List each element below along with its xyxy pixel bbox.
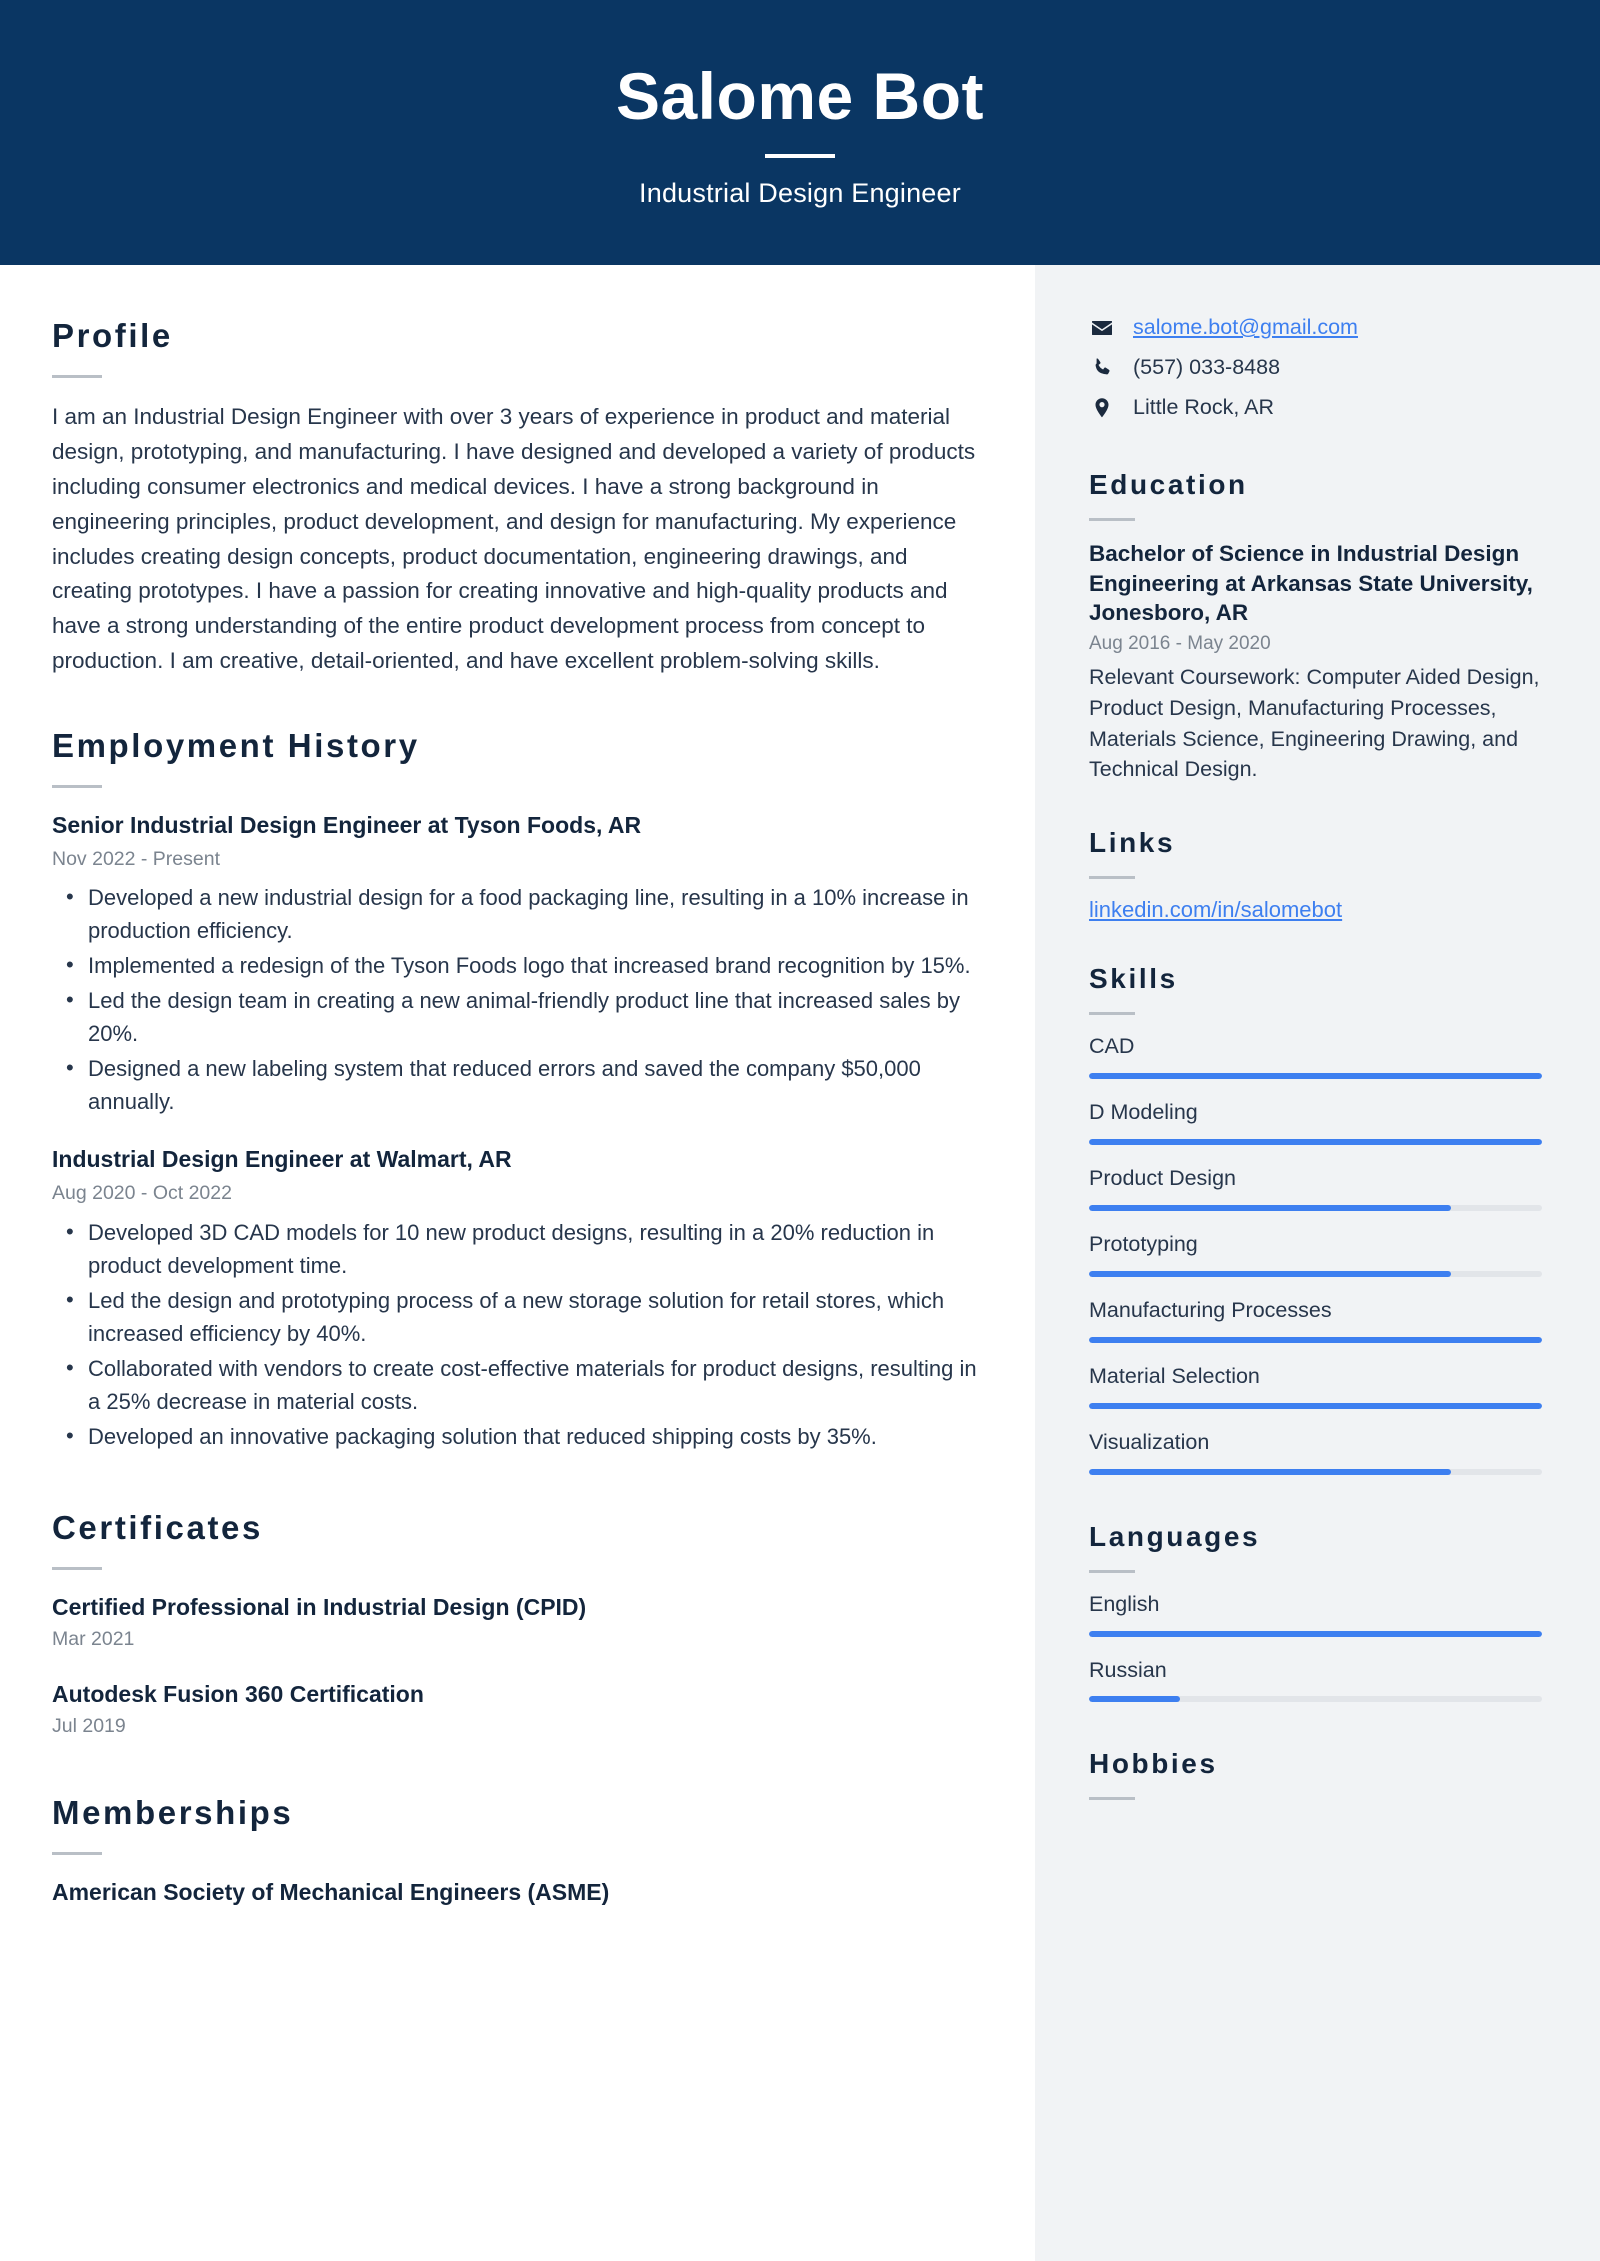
employment-entry [52,1144,983,1452]
language-level-track [1089,1631,1542,1637]
main-column [0,265,1035,2261]
contact-row [1089,393,1542,423]
skill-label: Manufacturing Processes [1089,1297,1332,1322]
skill-level-fill [1089,1337,1542,1343]
education-description: Relevant Coursework: Computer Aided Design, Product Design, Manufacturing Processes, Materials Science, Engineering Drawing, and Technical Design. [1089,665,1540,782]
resume-body [0,265,1600,2261]
phone-icon [1089,355,1115,381]
contact-row [1089,353,1542,383]
contact-value: Little Rock, AR [1133,395,1274,420]
certificate-title: Autodesk Fusion 360 Certification [52,1680,424,1707]
employment-job-title: Industrial Design Engineer at Walmart, AR [52,1146,512,1173]
employment-bullet: • Developed a new industrial design for a food packaging line, resulting in a 10% increase in production efficiency. [52,881,983,947]
skills-heading: Skills [1089,963,1178,994]
section-certificates [52,1509,983,1738]
memberships-heading: Memberships [52,1793,294,1831]
skill [1089,1231,1542,1277]
skill [1089,1429,1542,1475]
section-employment-history [52,727,983,1453]
language-label: English [1089,1591,1160,1616]
languages-heading: Languages [1089,1520,1261,1552]
language [1089,1657,1542,1703]
employment-job-title: Senior Industrial Design Engineer at Tyson Foods, AR [52,812,642,838]
languages-list [1089,1591,1542,1703]
skill-level-track [1089,1403,1542,1409]
profile-heading: Profile [52,317,173,354]
certificate-entry [52,1592,983,1651]
section-rule [1089,1012,1135,1015]
candidate-job-title: Industrial Design Engineer [639,177,961,208]
skill-label: CAD [1089,1034,1135,1058]
section-rule [52,1852,102,1855]
skill-level-track [1089,1139,1542,1145]
section-education [1089,469,1542,785]
section-skills [1089,963,1542,1475]
employment-list [52,810,983,1453]
language [1089,1591,1542,1637]
section-profile [52,317,983,679]
certificate-date: Jul 2019 [52,1714,126,1737]
resume-header [0,0,1600,265]
language-level-fill [1089,1696,1180,1702]
location-pin-icon [1089,395,1115,421]
skill [1089,1099,1542,1145]
envelope-icon [1089,315,1115,341]
candidate-name: Salome Bot [615,59,985,134]
employment-bullet: • Designed a new labeling system that reduced errors and saved the company $50,000 annually. [52,1052,983,1118]
hobbies-heading: Hobbies [1089,1748,1218,1780]
skill-level-fill [1089,1403,1542,1409]
certificate-entry [52,1679,983,1738]
sidebar-link-linkedin[interactable]: linkedin.com/in/salomebot [1089,897,1343,922]
section-hobbies [1089,1748,1542,1800]
section-rule [1089,1570,1135,1573]
skill-level-fill [1089,1073,1542,1079]
skill-label: Product Design [1089,1165,1236,1190]
contact-row [1089,313,1542,343]
employment-bullet: • Developed an innovative packaging solution that reduced shipping costs by 35%. [52,1420,983,1453]
employment-bullet: • Developed 3D CAD models for 10 new product designs, resulting in a 20% reduction in product development time. [52,1216,983,1282]
contact-email-link[interactable]: salome.bot@gmail.com [1133,315,1358,340]
skill [1089,1363,1542,1409]
skill-label: Prototyping [1089,1231,1198,1256]
language-label: Russian [1089,1657,1167,1682]
employment-bullet-list [52,1216,983,1453]
skills-list [1089,1033,1542,1475]
certificate-date: Mar 2021 [52,1627,135,1650]
skill-level-fill [1089,1205,1451,1211]
skill [1089,1033,1542,1079]
section-links [1089,827,1542,923]
section-memberships [52,1794,983,1908]
employment-heading: Employment History [52,727,420,764]
skill [1089,1297,1542,1343]
section-rule [1089,1797,1135,1800]
employment-bullet: • Led the design and prototyping process of a new storage solution for retail stores, which increased efficiency by 40%. [52,1284,983,1350]
skill-level-track [1089,1271,1542,1277]
sidebar-column [1035,265,1600,2261]
section-rule [52,785,102,788]
employment-entry [52,810,983,1118]
skill-level-fill [1089,1139,1542,1145]
links-list [1089,897,1542,923]
employment-bullet-list [52,881,983,1118]
employment-date-range: Aug 2020 - Oct 2022 [52,1182,232,1205]
skill-label: Material Selection [1089,1363,1260,1388]
certificates-heading: Certificates [52,1508,263,1546]
membership-title: American Society of Mechanical Engineers (ASME) [52,1878,610,1905]
section-rule [52,375,102,378]
skill-level-track [1089,1073,1542,1079]
education-date-range: Aug 2016 - May 2020 [1089,633,1271,655]
language-level-fill [1089,1631,1542,1637]
employment-date-range: Nov 2022 - Present [52,848,221,871]
employment-bullet: • Implemented a redesign of the Tyson Foods logo that increased brand recognition by 15%. [52,949,983,982]
section-languages [1089,1521,1542,1703]
skill-level-track [1089,1205,1542,1211]
profile-text: I am an Industrial Design Engineer with over 3 years of experience in product and material design, prototyping, and manufacturing. I have designed and developed a variety of products including consumer electronics and medical devices. I have a strong background in engineering principles, product development, and design for manufacturing. My experience includes creating design concepts, product documentation, engineering drawings, and creating prototypes. I have a passion for creating innovative and high-quality products and have a strong understanding of the entire product development process from concept to production. I am creative, detail-oriented, and have excellent problem-solving skills. [52,404,976,674]
section-rule [1089,518,1135,521]
employment-bullet: • Collaborated with vendors to create cost-effective materials for product designs, resulting in a 25% decrease in material costs. [52,1352,983,1418]
education-entry [1089,539,1542,785]
language-level-track [1089,1696,1542,1702]
contact-value: (557) 033-8488 [1133,355,1281,380]
skill-level-track [1089,1469,1542,1475]
links-heading: Links [1089,827,1176,858]
memberships-list [52,1877,983,1908]
skill [1089,1165,1542,1211]
skill-label: Visualization [1089,1429,1210,1454]
certificate-title: Certified Professional in Industrial Design (CPID) [52,1593,587,1620]
education-degree: Bachelor of Science in Industrial Design Engineering at Arkansas State University, Jonesboro, AR [1089,541,1533,626]
skill-label: D Modeling [1089,1099,1198,1124]
skill-level-track [1089,1337,1542,1343]
employment-bullet: • Led the design team in creating a new animal-friendly product line that increased sales by 20%. [52,984,983,1050]
section-rule [52,1567,102,1570]
education-list [1089,539,1542,785]
section-rule [1089,876,1135,879]
certificates-list [52,1592,983,1738]
skill-level-fill [1089,1271,1451,1277]
header-divider [765,154,835,158]
contact-details [1089,313,1542,423]
education-heading: Education [1089,469,1248,500]
skill-level-fill [1089,1469,1451,1475]
